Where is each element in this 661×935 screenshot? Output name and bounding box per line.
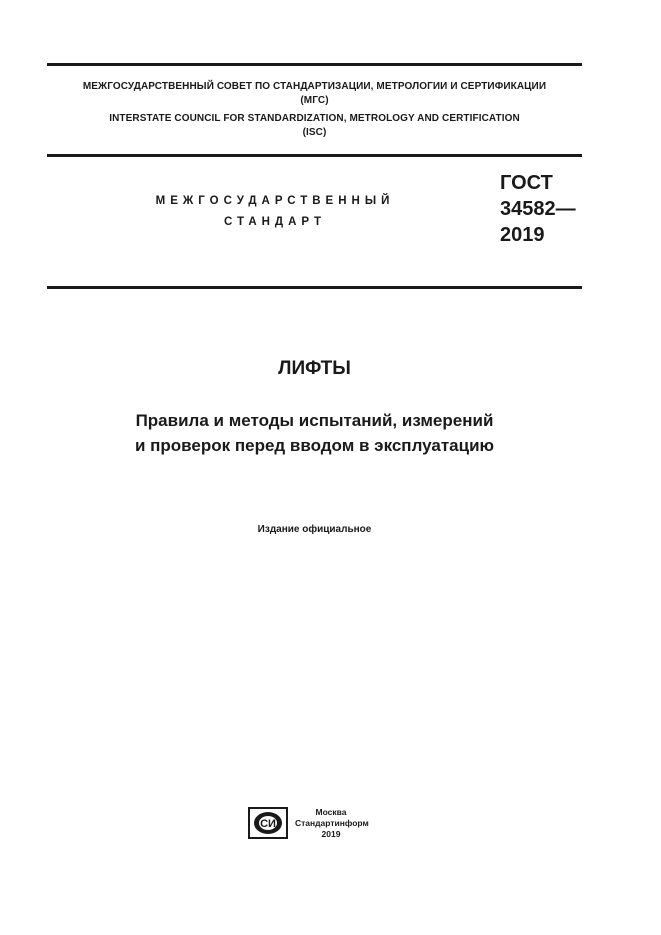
publisher-city: Москва [315, 807, 347, 817]
council-name-en [47, 112, 582, 140]
gost-year: 2019 [500, 224, 545, 246]
council-name-ru [47, 80, 582, 108]
standard-label: СТАНДАРТ [224, 216, 326, 228]
council-abbr-en: (ISC) [302, 127, 327, 138]
publisher-name: Стандартинформ [295, 818, 369, 828]
council-name-en-text: INTERSTATE COUNCIL FOR STANDARDIZATION, METROLOGY AND CERTIFICATION [109, 113, 520, 124]
document-title: ЛИФТЫ [278, 358, 351, 379]
publisher-info [295, 807, 367, 840]
document-subtitle [47, 408, 582, 458]
council-name-ru-text: МЕЖГОСУДАРСТВЕННЫЙ СОВЕТ ПО СТАНДАРТИЗАЦИИ, МЕТРОЛОГИИ И СЕРТИФИКАЦИИ [82, 81, 547, 92]
gost-designation [500, 170, 576, 248]
subtitle-line-2: и проверок перед вводом в эксплуатацию [134, 436, 495, 455]
standartinform-logo-icon [248, 807, 288, 839]
council-abbr-ru: (МГС) [300, 95, 329, 106]
interstate-label: МЕЖГОСУДАРСТВЕННЫЙ [155, 195, 395, 207]
gost-number: 34582— [500, 198, 576, 220]
svg-text:СИ: СИ [260, 818, 276, 830]
designation-divider [47, 286, 582, 289]
edition-note: Издание официальное [257, 524, 372, 535]
top-rule [47, 63, 582, 66]
gost-prefix: ГОСТ [500, 172, 553, 194]
header-divider [47, 154, 582, 157]
subtitle-line-1: Правила и методы испытаний, измерений [135, 411, 494, 430]
publisher-year: 2019 [321, 829, 341, 839]
